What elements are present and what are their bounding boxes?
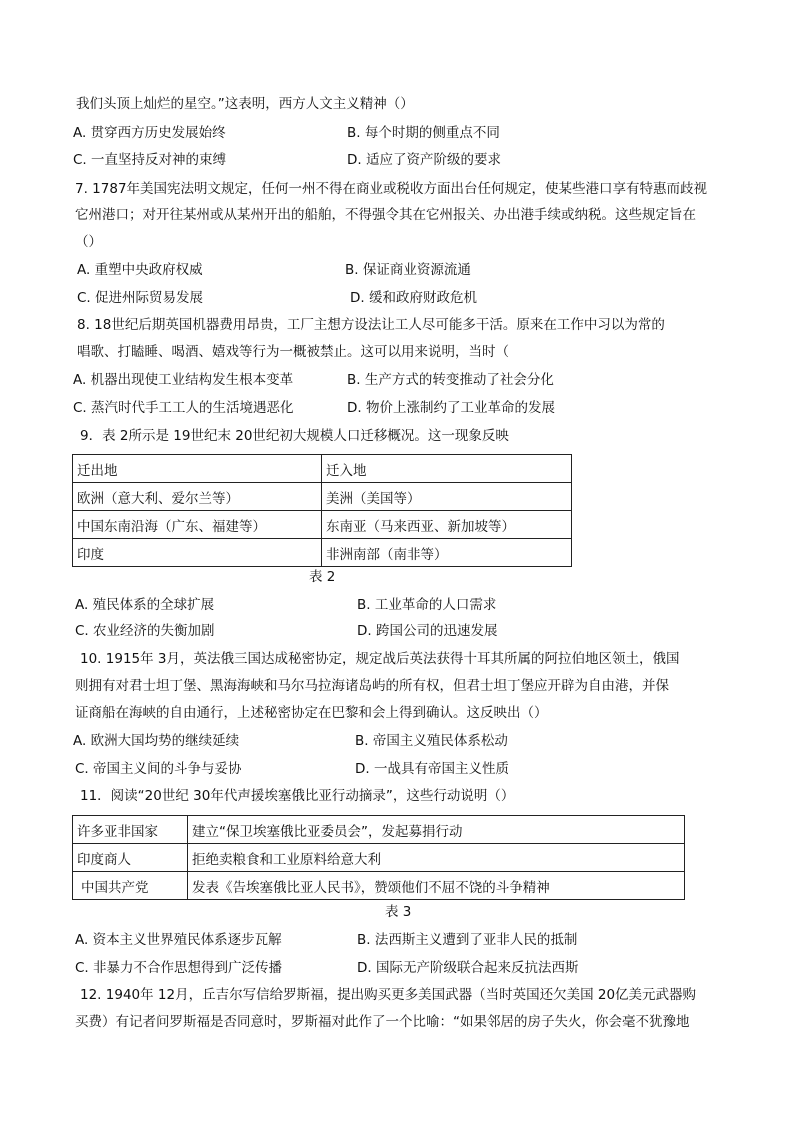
- q9-option-d: D. 跨国公司的迅速发展: [357, 623, 498, 639]
- table-cell: 拒绝卖粮食和工业原料给意大利: [188, 844, 685, 872]
- q9-option-a: A. 殖民体系的全球扩展: [75, 597, 215, 613]
- q8-stem-line-2: 唱歌、打瞌睡、喝酒、嬉戏等行为一概被禁止。这可以用来说明，当时（: [77, 344, 509, 360]
- q8-option-b: B. 生产方式的转变推动了社会分化: [347, 372, 554, 388]
- table-cell: 中国共产党: [73, 872, 188, 900]
- q9-option-c: C. 农业经济的失衡加剧: [75, 623, 215, 639]
- q8-option-d: D. 物价上涨制约了工业革命的发展: [347, 400, 555, 416]
- table-row: [73, 455, 572, 483]
- q7-stem-line-3: （）: [75, 234, 102, 250]
- q11-option-d: D. 国际无产阶级联合起来反抗法西斯: [357, 960, 579, 976]
- q11-option-a: A. 资本主义世界殖民体系逐步瓦解: [75, 932, 282, 948]
- table-cell: 印度商人: [73, 844, 188, 872]
- q6-stem: 我们头顶上灿烂的星空。”这表明，西方人文主义精神（）: [76, 96, 414, 112]
- table-cell: 发表《告埃塞俄比亚人民书》，赞颂他们不屈不饶的斗争精神: [188, 872, 685, 900]
- q7-option-c: C. 促进州际贸易发展: [77, 290, 204, 306]
- q11-option-b: B. 法西斯主义遭到了亚非人民的抵制: [357, 932, 578, 948]
- table-cell: 东南亚（马来西亚、新加坡等）: [322, 511, 572, 539]
- table-cell: 中国东南沿海（广东、福建等）: [73, 511, 322, 539]
- table-row: [73, 483, 572, 511]
- q9-stem: 9．表 2所示是 19世纪末 20世纪初大规模人口迁移概况。这一现象反映: [80, 428, 509, 444]
- table-cell: 迁入地: [322, 455, 572, 483]
- q10-stem-line-3: 证商船在海峡的自由通行，上述秘密协定在巴黎和会上得到确认。这反映出（）: [75, 705, 548, 721]
- table-cell: 美洲（美国等）: [322, 483, 572, 511]
- table-cell: 印度: [73, 539, 322, 567]
- table-cell: 非洲南部（南非等）: [322, 539, 572, 567]
- q6-option-a: A. 贯穿西方历史发展始终: [73, 125, 226, 141]
- q7-option-a: A. 重塑中央政府权威: [77, 262, 203, 278]
- q7-option-d: D. 缓和政府财政危机: [350, 290, 477, 306]
- q6-option-c: C. 一直坚持反对神的束缚: [73, 152, 227, 168]
- q9-option-b: B. 工业革命的人口需求: [357, 597, 497, 613]
- q6-option-b: B. 每个时期的侧重点不同: [347, 125, 500, 141]
- q10-option-b: B. 帝国主义殖民体系松动: [355, 733, 508, 749]
- q8-option-c: C. 蒸汽时代手工工人的生活境遇恶化: [73, 400, 294, 416]
- table-cell: 许多亚非国家: [73, 816, 188, 844]
- migration-table: [72, 454, 572, 567]
- q6-option-d: D. 适应了资产阶级的要求: [347, 152, 501, 168]
- q12-stem-line-2: 买费）有记者问罗斯福是否同意时，罗斯福对此作了一个比喻：“如果邻居的房子失火，你会毫不犹豫地: [75, 1014, 690, 1030]
- table-2-caption: 表 2: [309, 569, 336, 585]
- q7-option-b: B. 保证商业资源流通: [345, 262, 471, 278]
- q11-option-c: C. 非暴力不合作思想得到广泛传播: [75, 960, 283, 976]
- table-row: [73, 844, 685, 872]
- q10-stem-line-2: 则拥有对君士坦丁堡、黑海海峡和马尔马拉海诸岛屿的所有权，但君士坦丁堡应开辟为自由港，并保: [75, 678, 669, 694]
- support-actions-table: [72, 815, 685, 900]
- q12-stem-line-1: 12. 1940年 12月，丘吉尔写信给罗斯福，提出购买更多美国武器（当时英国还欠美国 20亿美元武器购: [80, 987, 697, 1003]
- q7-stem-line-2: 它州港口；对开往某州或从某州开出的船舶，不得强令其在它州报关、办出港手续或纳税。这些规定旨在: [75, 207, 696, 223]
- q11-stem: 11．阅读“20世纪 30年代声援埃塞俄比亚行动摘录”，这些行动说明（）: [80, 788, 515, 804]
- table-cell: 建立“保卫埃塞俄比亚委员会”，发起募捐行动: [188, 816, 685, 844]
- q10-option-a: A. 欧洲大国均势的继续延续: [73, 733, 240, 749]
- q10-option-c: C. 帝国主义间的斗争与妥协: [75, 761, 242, 777]
- table-cell: 欧洲（意大利、爱尔兰等）: [73, 483, 322, 511]
- table-row: [73, 816, 685, 844]
- table-row: [73, 511, 572, 539]
- q8-stem-line-1: 8. 18世纪后期英国机器费用昂贵，工厂主想方设法让工人尽可能多干活。原来在工作中习以为常的: [77, 317, 665, 333]
- table-cell: 迁出地: [73, 455, 322, 483]
- table-row: [73, 872, 685, 900]
- q7-stem-line-1: 7. 1787年美国宪法明文规定，任何一州不得在商业或税收方面出台任何规定，使某些港口享有特惠而歧视: [75, 181, 708, 197]
- q10-option-d: D. 一战具有帝国主义性质: [355, 761, 509, 777]
- table-3-caption: 表 3: [385, 904, 412, 920]
- q8-option-a: A. 机器出现使工业结构发生根本变革: [73, 372, 294, 388]
- table-row: [73, 539, 572, 567]
- q10-stem-line-1: 10. 1915年 3月，英法俄三国达成秘密协定，规定战后英法获得十耳其所属的阿拉伯地区领土，俄国: [80, 651, 680, 667]
